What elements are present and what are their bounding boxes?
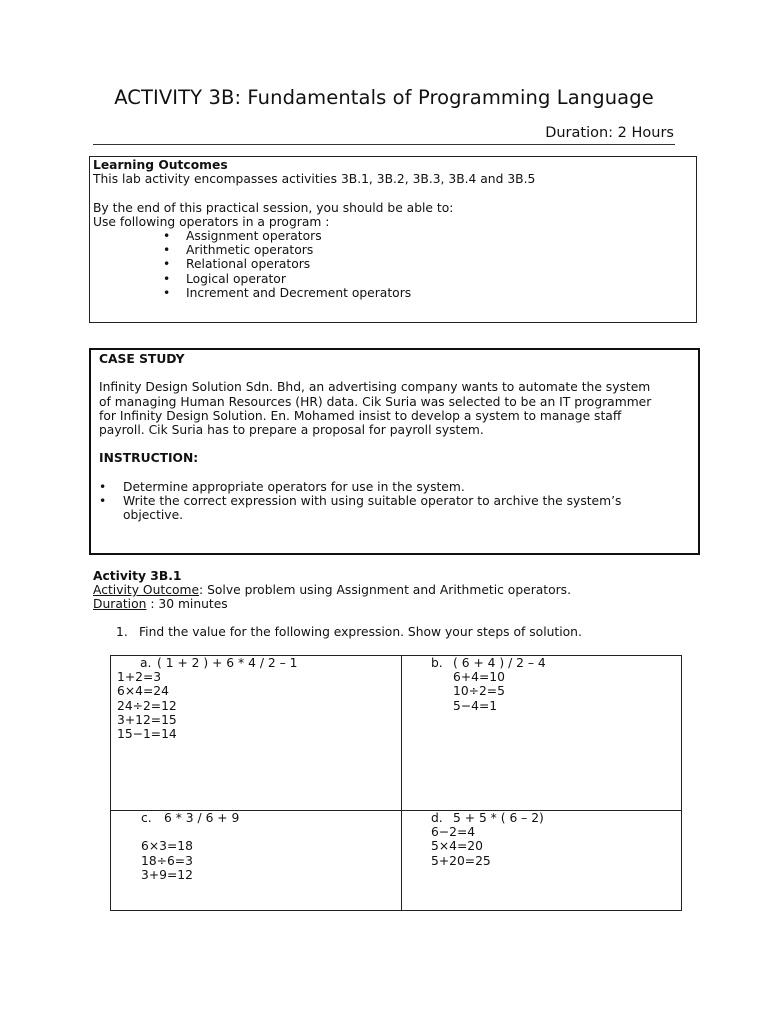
list-item-label: Logical operator	[186, 271, 286, 286]
bullet-icon: •	[163, 285, 171, 300]
list-item	[93, 243, 693, 257]
learning-outcomes-intro: This lab activity encompasses activities 3B.1, 3B.2, 3B.3, 3B.4 and 3B.5	[93, 172, 536, 187]
list-item	[99, 494, 690, 508]
bullet-icon: •	[163, 271, 171, 286]
expression-b	[431, 656, 546, 670]
expression-text: 6 * 3 / 6 + 9	[164, 811, 240, 825]
activity-outcome	[93, 583, 693, 597]
solution-step: 5−4=1	[453, 698, 498, 713]
operator-list	[93, 229, 693, 300]
list-item	[99, 480, 690, 494]
question-text: Find the value for the following expression. Show your steps of solution.	[139, 624, 582, 639]
list-item-label: Determine appropriate operators for use in the system.	[123, 479, 465, 494]
bullet-icon: •	[163, 257, 171, 272]
activity-section	[93, 569, 693, 639]
question-1	[93, 625, 693, 639]
activity-duration	[93, 597, 693, 611]
solution-cell-a	[117, 656, 298, 741]
question-number: 1.	[116, 624, 128, 639]
activity-outcome-label: Activity Outcome	[93, 583, 200, 598]
solution-cell-b	[431, 656, 546, 713]
list-item-label: objective.	[123, 508, 184, 523]
expression-label: c.	[141, 811, 152, 825]
solution-cell-d	[431, 811, 544, 868]
page-title: ACTIVITY 3B: Fundamentals of Programming Language	[114, 86, 654, 109]
solution-step: 5+20=25	[431, 853, 491, 868]
activity-heading: Activity 3B.1	[93, 569, 182, 583]
duration-rule	[93, 124, 675, 145]
learning-outcomes-lead2: Use following operators in a program :	[93, 214, 330, 229]
list-item-label: Write the correct expression with using suitable operator to archive the system’s	[123, 493, 622, 508]
solution-cell-c	[141, 811, 239, 882]
expression-text: ( 1 + 2 ) + 6 * 4 / 2 – 1	[157, 656, 298, 670]
case-study-line: payroll. Cik Suria has to prepare a proposal for payroll system.	[99, 423, 484, 437]
case-study-line: Infinity Design Solution Sdn. Bhd, an advertising company wants to automate the system	[99, 380, 651, 395]
activity-duration-text: : 30 minutes	[146, 597, 228, 612]
expression-label: a.	[140, 656, 152, 670]
solution-step: 1+2=3	[117, 670, 162, 685]
list-item-label: Increment and Decrement operators	[186, 285, 412, 300]
instruction-heading: INSTRUCTION:	[99, 451, 199, 466]
solution-step: 15−1=14	[117, 727, 177, 742]
expression-c	[141, 811, 239, 825]
bullet-icon: •	[99, 493, 107, 508]
total-duration: Duration: 2 Hours	[545, 125, 674, 141]
expression-text: 5 + 5 * ( 6 – 2)	[453, 811, 544, 825]
list-item-continuation	[99, 508, 690, 522]
solution-step: 3+9=12	[141, 867, 193, 882]
activity-outcome-text: : Solve problem using Assignment and Arithmetic operators.	[199, 583, 571, 598]
list-item-label: Arithmetic operators	[186, 243, 314, 258]
bullet-icon: •	[163, 229, 171, 243]
solution-step: 6+4=10	[453, 670, 505, 685]
bullet-icon: •	[99, 479, 107, 494]
solution-step: 5×4=20	[431, 839, 483, 854]
solution-step: 6−2=4	[431, 825, 476, 840]
bullet-icon: •	[163, 243, 171, 258]
expression-a	[117, 656, 298, 670]
solution-step: 6×4=24	[117, 684, 169, 699]
case-study-line: of managing Human Resources (HR) data. Cik Suria was selected to be an IT programmer	[99, 394, 652, 409]
case-study-line: for Infinity Design Solution. En. Mohamed insist to develop a system to manage staff	[99, 408, 622, 423]
case-study-box	[89, 348, 700, 555]
expression-d	[431, 811, 544, 825]
instruction-list	[99, 480, 690, 523]
learning-outcomes-box	[89, 156, 697, 323]
expression-text: ( 6 + 4 ) / 2 – 4	[453, 656, 546, 670]
expression-label: d.	[431, 811, 443, 825]
case-study-heading: CASE STUDY	[99, 352, 185, 366]
solution-step: 3+12=15	[117, 712, 177, 727]
list-item	[93, 229, 693, 243]
expression-label: b.	[431, 656, 443, 670]
list-item	[93, 257, 693, 271]
list-item	[93, 272, 693, 286]
solution-step: 18÷6=3	[141, 853, 193, 868]
list-item-label: Assignment operators	[186, 229, 322, 243]
solution-step: 6×3=18	[141, 839, 193, 854]
table-divider-vertical	[401, 655, 402, 911]
learning-outcomes-heading: Learning Outcomes	[93, 158, 228, 172]
learning-outcomes-lead: By the end of this practical session, you should be able to:	[93, 200, 454, 215]
list-item	[93, 286, 693, 300]
solution-step: 10÷2=5	[453, 684, 505, 699]
activity-duration-label: Duration	[93, 597, 147, 612]
list-item-label: Relational operators	[186, 257, 311, 272]
solution-step: 24÷2=12	[117, 698, 177, 713]
